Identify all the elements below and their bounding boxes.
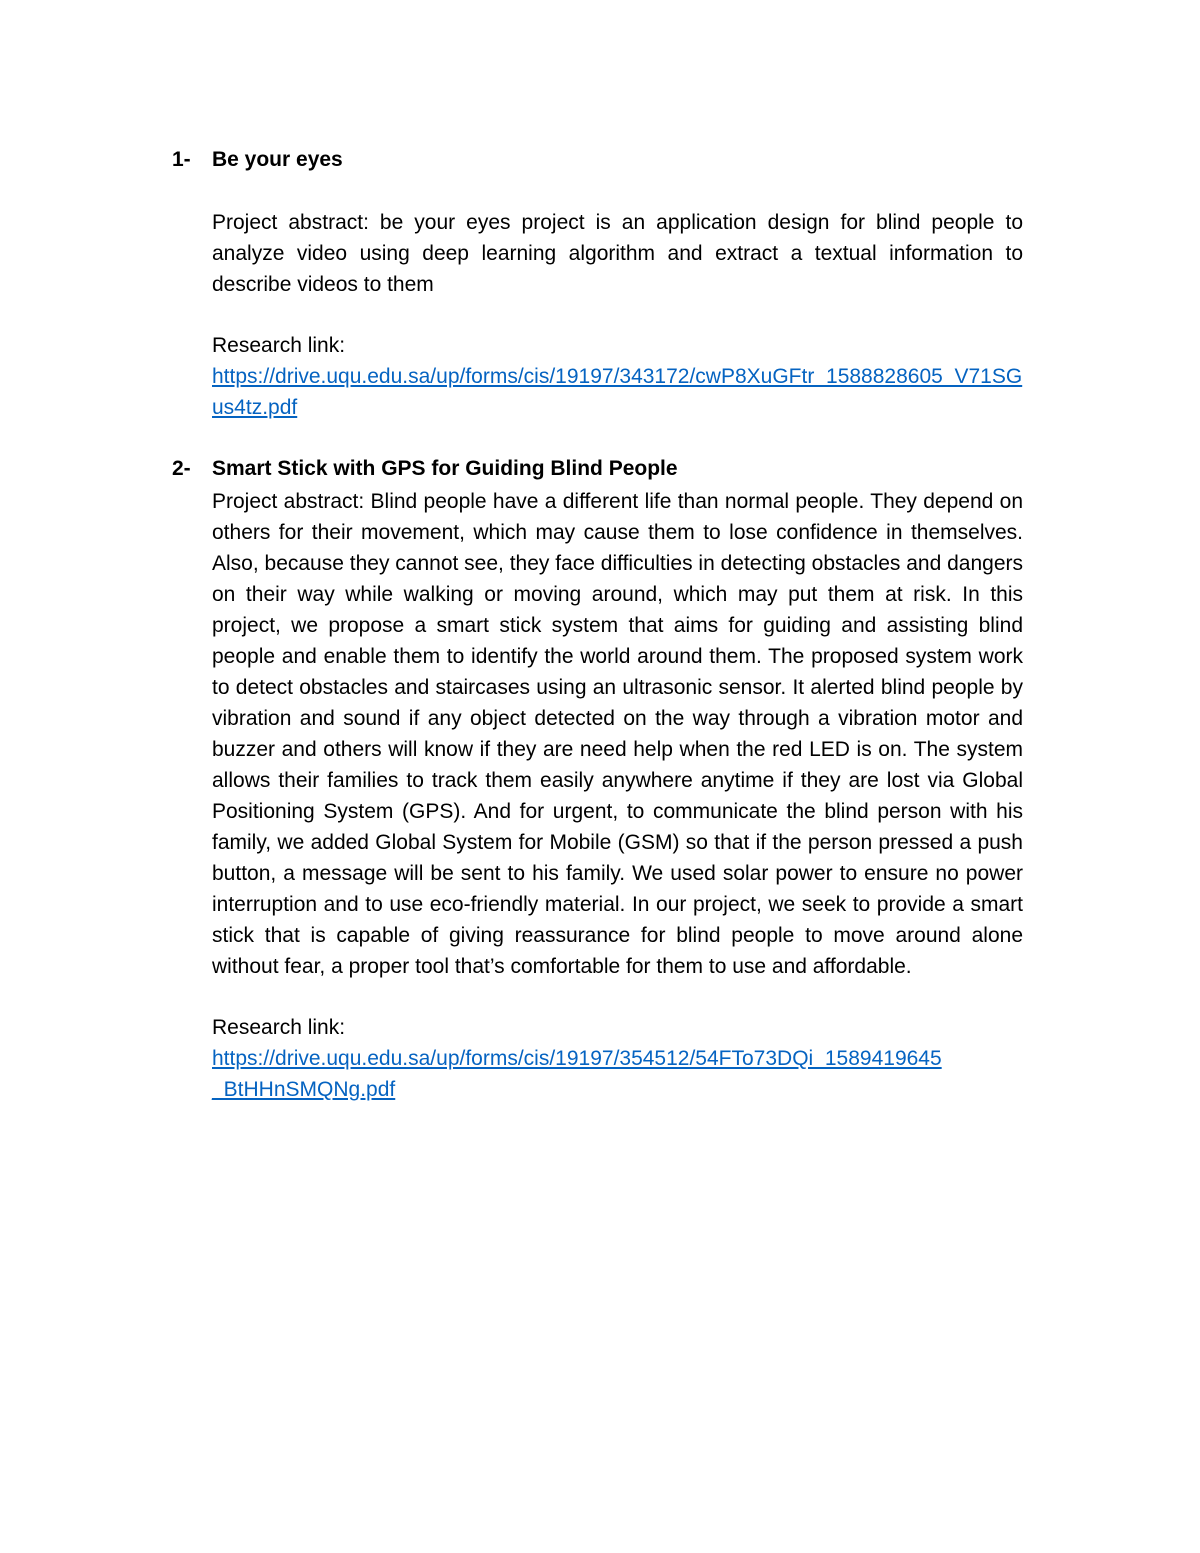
project-abstract: Project abstract: Blind people have a different life than normal people. They depend on others for their movement, which may cause them to lose confidence in themselves. Also, because they cannot see, they face difficulties in detecting obstacles and dangers on their way while walking or moving around, which may put them at risk. In this project, we propose a smart stick system that aims for guiding and assisting blind people and enable them to identify the world around them. The proposed system work to detect obstacles and staircases using an ultrasonic sensor. It alerted blind people by vibration and sound if any object detected on the way through a vibration motor and buzzer and others will know if they are need help when the red LED is on. The system allows their families to track them easily anywhere anytime if they are lost via Global Positioning System (GPS). And for urgent, to communicate the blind person with his family, we added Global System for Mobile (GSM) so that if the person pressed a push button, a message will be sent to his family. We used solar power to ensure no power interruption and to use eco-friendly material. In our project, we seek to provide a smart stick that is capable of giving reassurance for blind people to move around alone without fear, a proper tool that’s comfortable for them to use and affordable. [212, 490, 1023, 978]
list-item-be-your-eyes [172, 146, 1023, 423]
item-title: Be your eyes [212, 148, 343, 171]
item-body [212, 207, 1023, 423]
item-number: 1- [172, 148, 191, 171]
research-link[interactable]: https://drive.uqu.edu.sa/up/forms/cis/19197/343172/cwP8XuGFtr_1588828605_V71SGus4tz.pdf [212, 365, 1023, 419]
research-link-label: Research link: [212, 334, 346, 357]
item-title: Smart Stick with GPS for Guiding Blind People [212, 457, 678, 480]
item-heading [172, 146, 1023, 174]
research-link-label: Research link: [212, 1016, 346, 1039]
research-link[interactable]: https://drive.uqu.edu.sa/up/forms/cis/19197/354512/54FTo73DQi_1589419645_BtHHnSMQNg.pdf [212, 1047, 942, 1101]
project-abstract: Project abstract: be your eyes project is an application design for blind people to analyze video using deep learning algorithm and extract a textual information to describe videos to them [212, 211, 1023, 296]
list-item-smart-stick [172, 455, 1023, 1105]
item-number: 2- [172, 457, 191, 480]
item-heading [172, 455, 1023, 483]
item-body [212, 486, 1023, 1105]
